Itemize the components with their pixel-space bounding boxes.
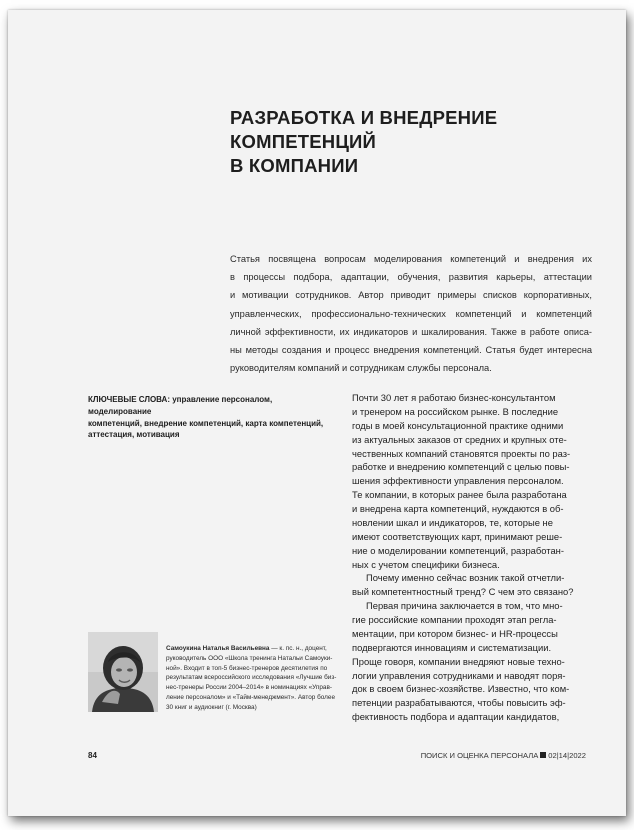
keywords-block (88, 394, 328, 441)
author-bio-line: ной». Входит в топ-5 бизнес-тренеров десятилетия по (166, 664, 328, 672)
title-line: РАЗРАБОТКА И ВНЕДРЕНИЕ КОМПЕТЕНЦИЙ (230, 107, 498, 152)
body-line: Почти 30 лет я работаю бизнес-консультантом (352, 392, 556, 403)
author-info (166, 644, 337, 713)
body-line: док в своем бизнес-хозяйстве. Известно, что ком- (352, 683, 570, 695)
abstract-line: ны методы создания и процесс внедрения компетенций. Статья будет интересна (230, 345, 592, 356)
body-line: из актуальных заказов от средних и крупных оте- (352, 433, 567, 445)
journal-name: ПОИСК И ОЦЕНКА ПЕРСОНАЛА (420, 751, 539, 760)
author-bio-line: результатам всероссийского исследования «Лучшие биз- (166, 674, 337, 682)
body-line: работке и внедрению компетенций с целью повы- (352, 461, 570, 473)
abstract-line: руководителям компаний и сотрудникам службы персонала. (230, 363, 492, 374)
body-line: ных с учетом специфики бизнеса. (352, 558, 500, 570)
article-body (352, 391, 592, 724)
body-line: годы в моей консультационной практике одними (352, 419, 564, 431)
article-abstract (230, 250, 592, 377)
body-line: и внедрена карта компетенций, нуждаются в об- (352, 503, 564, 514)
body-line: ментации, при котором бизнес- и HR-процессы (352, 627, 558, 639)
abstract-line: личной эффективности, их индикаторов и шкалирования. Также в работе описа- (230, 326, 592, 337)
journal-issue: 02|14|2022 (548, 751, 586, 760)
body-line: и тренером на российском рынке. В последние (352, 405, 559, 417)
author-line (166, 644, 332, 654)
body-line: имеют соответствующих карт, принимают реше- (352, 530, 563, 542)
body-line: Почему именно сейчас возник такой отчетли- (366, 572, 565, 584)
body-line: Первая причина заключается в том, что мно- (366, 600, 563, 612)
body-line: чественных компаний становятся проекты по раз- (352, 447, 571, 459)
body-line: Те компании, в которых ранее была разработана (352, 489, 567, 501)
abstract-line: управленческих, профессионально-технических компетенций и компетенций (230, 308, 592, 319)
body-line: петенции разрабатываются, чтобы повысить эф- (352, 697, 566, 709)
body-line: логии управления сотрудниками и наводят поря- (352, 669, 566, 681)
body-line: Проще говоря, компании внедряют новые техно- (352, 655, 565, 667)
journal-footer (421, 751, 586, 760)
body-line: новлении шкал и индикаторов, те, которые не (352, 516, 553, 528)
author-name: Самоукина Наталья Васильевна (166, 645, 270, 652)
title-line: В КОМПАНИИ (230, 155, 359, 176)
author-bio-line: — к. пс. н., доцент, (269, 645, 327, 652)
body-line: вый компетентностный тренд? С чем это связано? (352, 586, 574, 598)
abstract-line: и мотивации сотрудников. Автор приводит примеры списков корпоративных, (230, 290, 592, 301)
abstract-line: Статья посвящена вопросам моделирования компетенций и внедрения их (230, 254, 592, 264)
body-line: шения эффективности управления персоналом. (352, 475, 564, 487)
abstract-line: в процессы подбора, адаптации, обучения, развития карьеры, аттестации (230, 272, 592, 283)
author-photo (88, 632, 158, 712)
article-title (230, 106, 590, 178)
document-page (8, 10, 626, 816)
author-portrait-image (88, 632, 158, 712)
square-separator-icon (540, 752, 546, 758)
keywords-line: КЛЮЧЕВЫЕ СЛОВА: управление персоналом, моделирование (88, 395, 273, 416)
body-line: гие российские компании проходят этап регла- (352, 614, 557, 625)
page-number: 84 (88, 751, 97, 760)
body-line: подвергаются инновациям и систематизации. (352, 641, 552, 653)
author-bio-line: 30 книг и аудиокниг (г. Москва) (166, 703, 257, 711)
author-bio-line: нес-тренеры России 2004–2014» в номинациях «Управ- (166, 684, 332, 692)
author-bio-line: руководитель ООО «Школа тренинга Натальи Самоуки- (166, 654, 333, 662)
author-bio-line: ление персоналом» и «Тайм-менеджмент». Автор более (166, 693, 335, 701)
body-line: фективность подбора и адаптации кандидатов, (352, 711, 560, 723)
body-line: ние о моделировании компетенций, разработан- (352, 544, 564, 556)
keywords-line: компетенций, внедрение компетенций, карта компетенций, (88, 418, 324, 428)
keywords-line: аттестация, мотивация (88, 430, 180, 440)
